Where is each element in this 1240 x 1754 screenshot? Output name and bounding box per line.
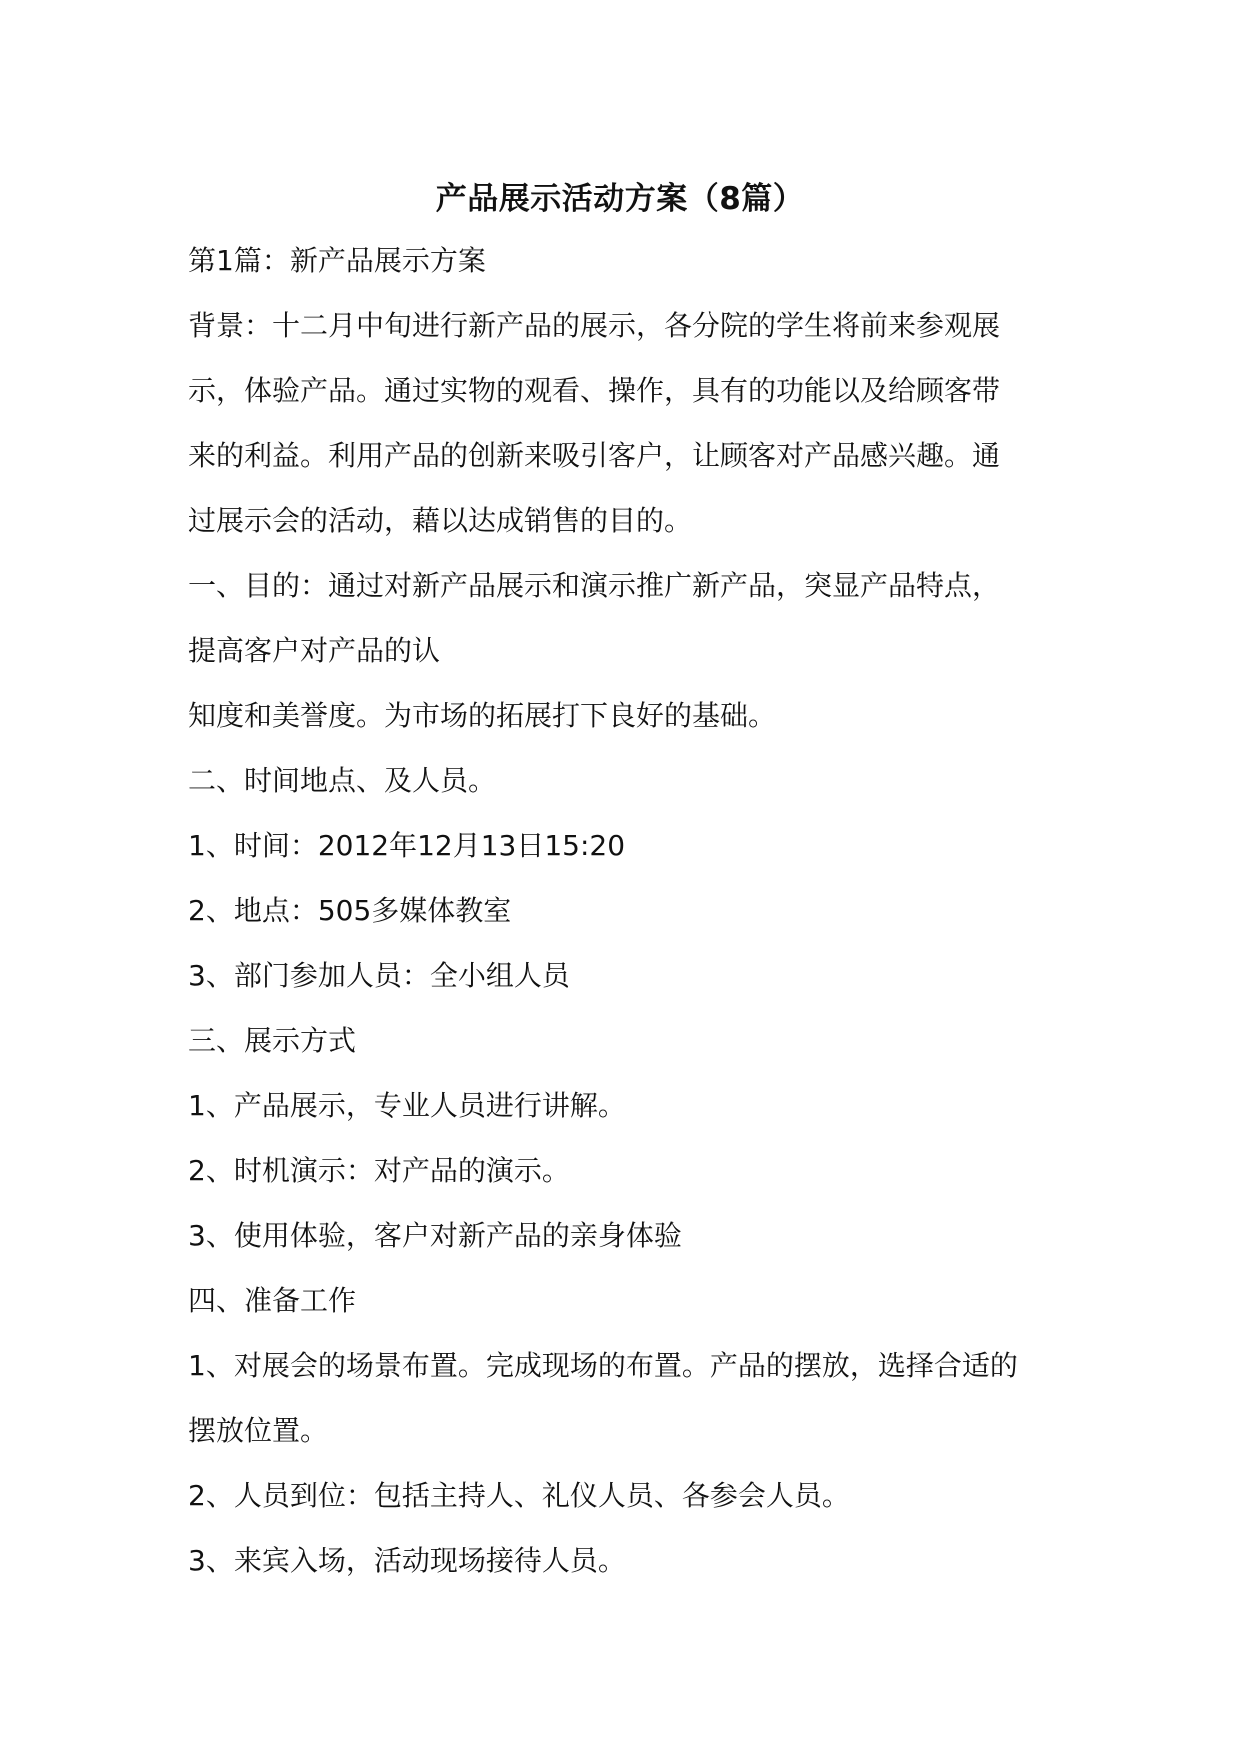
list-item: 2、人员到位：包括主持人、礼仪人员、各参会人员。: [188, 1479, 850, 1512]
paragraph-line: 知度和美誉度。为市场的拓展打下良好的基础。: [188, 699, 777, 732]
paragraph-line: 一、目的：通过对新产品展示和演示推广新产品，突显产品特点，: [188, 569, 1001, 602]
list-item: 3、部门参加人员：全小组人员: [188, 959, 570, 992]
document-title: 产品展示活动方案（8篇）: [435, 181, 805, 217]
list-item: 2、时机演示：对产品的演示。: [188, 1154, 570, 1187]
list-item: 1、对展会的场景布置。完成现场的布置。产品的摆放，选择合适的: [188, 1349, 1018, 1382]
paragraph-line: 背景：十二月中旬进行新产品的展示，各分院的学生将前来参观展: [188, 309, 1001, 342]
section-heading-1: 第1篇：新产品展示方案: [188, 244, 486, 277]
list-item: 摆放位置。: [188, 1414, 329, 1447]
list-item: 1、时间：2012年12月13日15:20: [188, 829, 626, 862]
paragraph-line: 来的利益。利用产品的创新来吸引客户，让顾客对产品感兴趣。通: [188, 439, 1001, 472]
section-heading-2: 二、时间地点、及人员。: [188, 764, 497, 797]
paragraph-line: 示，体验产品。通过实物的观看、操作，具有的功能以及给顾客带: [188, 374, 1001, 407]
section-heading-4: 四、准备工作: [188, 1284, 357, 1317]
section-heading-3: 三、展示方式: [188, 1024, 357, 1057]
list-item: 2、地点：505多媒体教室: [188, 894, 512, 927]
list-item: 3、来宾入场，活动现场接待人员。: [188, 1544, 626, 1577]
paragraph-line: 过展示会的活动，藉以达成销售的目的。: [188, 504, 693, 537]
list-item: 3、使用体验，客户对新产品的亲身体验: [188, 1219, 682, 1252]
list-item: 1、产品展示，专业人员进行讲解。: [188, 1089, 626, 1122]
paragraph-line: 提高客户对产品的认: [188, 634, 441, 667]
